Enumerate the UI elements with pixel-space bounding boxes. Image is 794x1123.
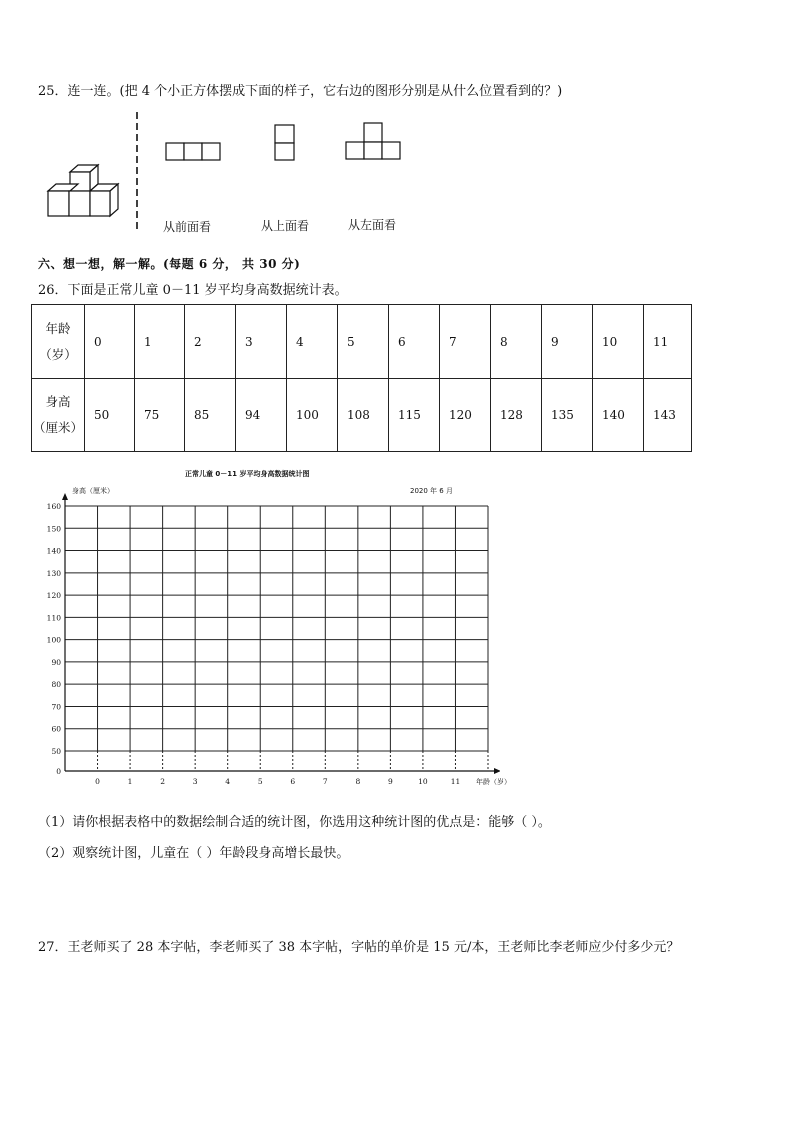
age-header-line1: 年龄	[45, 320, 71, 336]
x-tick-label: 6	[290, 777, 296, 786]
table-cell: 2	[185, 305, 236, 379]
table-cell: 120	[440, 379, 491, 452]
table-cell: 7	[440, 305, 491, 379]
chart-xlabel: 年龄（岁）	[476, 778, 511, 786]
y-tick-label: 110	[46, 613, 61, 623]
age-header	[32, 305, 85, 379]
x-tick-label: 9	[387, 777, 393, 786]
table-cell: 135	[542, 379, 593, 452]
q26-sub2: （2）观察统计图，儿童在（ ）年龄段身高增长最快。	[38, 846, 350, 861]
y-tick-label: 150	[46, 524, 61, 534]
y-tick-label: 100	[46, 635, 61, 645]
y-tick-label: 90	[51, 657, 61, 667]
table-cell: 100	[287, 379, 338, 452]
table-cell: 10	[593, 305, 644, 379]
view-shape-1	[165, 142, 223, 162]
view-label-left: 从左面看	[348, 218, 397, 232]
table-cell: 0	[85, 305, 135, 379]
y-tick-label: 130	[46, 568, 61, 578]
table-cell: 8	[491, 305, 542, 379]
dashed-divider	[134, 112, 140, 232]
table-cell: 6	[389, 305, 440, 379]
chart-title: 正常儿童 0－11 岁平均身高数据统计图	[185, 470, 310, 478]
y-tick-label: 140	[46, 546, 61, 556]
x-tick-label: 11	[450, 777, 461, 786]
x-axis-arrow	[494, 768, 500, 774]
table-cell: 75	[135, 379, 185, 452]
table-cell: 128	[491, 379, 542, 452]
y-tick-label: 0	[56, 767, 61, 776]
x-tick-label: 3	[192, 777, 198, 786]
table-cell: 50	[85, 379, 135, 452]
view-shape-3	[345, 122, 403, 162]
table-cell: 143	[644, 379, 692, 452]
view-label-top: 从上面看	[261, 219, 310, 233]
table-row-age	[32, 305, 692, 379]
table-cell: 4	[287, 305, 338, 379]
y-tick-label: 160	[46, 502, 61, 511]
table-cell: 94	[236, 379, 287, 452]
y-tick-label: 80	[51, 680, 61, 690]
x-tick-label: 1	[127, 777, 133, 786]
x-tick-label: 5	[257, 777, 263, 786]
height-header-line2: （厘米）	[32, 420, 83, 435]
chart-ylabel: 身高（厘米）	[72, 487, 114, 495]
table-row-height	[32, 379, 692, 452]
table-cell: 11	[644, 305, 692, 379]
height-data-table	[31, 304, 692, 452]
table-cell: 108	[338, 379, 389, 452]
section-6-title: 六、想一想，解一解。(每题 6 分， 共 30 分)	[38, 257, 301, 271]
y-tick-label: 60	[51, 724, 61, 734]
x-tick-label: 4	[225, 777, 231, 786]
height-header	[32, 379, 85, 452]
y-tick-label: 120	[46, 591, 61, 601]
view-label-front: 从前面看	[163, 220, 212, 234]
q26-sub1: （1）请你根据表格中的数据绘制合适的统计图，你选用这种统计图的优点是：能够（ ）。	[38, 815, 551, 830]
table-cell: 3	[236, 305, 287, 379]
cube-stack-figure	[44, 158, 126, 220]
y-tick-label: 70	[51, 702, 61, 712]
x-tick-label: 10	[418, 777, 428, 786]
x-tick-label: 7	[322, 777, 328, 786]
x-tick-label: 2	[160, 777, 166, 786]
table-cell: 85	[185, 379, 236, 452]
blank-line-chart-grid	[30, 490, 500, 790]
q25-text: 25．连一连。(把 4 个小正方体摆成下面的样子，它右边的图形分别是从什么位置看到的？)	[38, 84, 563, 99]
q27-text: 27．王老师买了 28 本字帖，李老师买了 38 本字帖，字帖的单价是 15 元/本，王老师比李老师应少付多少元？	[38, 940, 680, 955]
table-cell: 5	[338, 305, 389, 379]
age-header-line2: （岁）	[39, 346, 77, 362]
x-tick-label: 0	[95, 777, 100, 786]
table-cell: 1	[135, 305, 185, 379]
y-axis-arrow	[62, 493, 68, 500]
table-cell: 115	[389, 379, 440, 452]
height-header-line1: 身高	[45, 394, 71, 409]
x-tick-label: 8	[355, 777, 361, 786]
view-shape-2	[274, 124, 296, 162]
chart-date: 2020 年 6 月	[410, 487, 453, 495]
y-tick-label: 50	[51, 747, 61, 756]
table-cell: 140	[593, 379, 644, 452]
table-cell: 9	[542, 305, 593, 379]
q26-intro: 26．下面是正常儿童 0－11 岁平均身高数据统计表。	[38, 283, 348, 298]
